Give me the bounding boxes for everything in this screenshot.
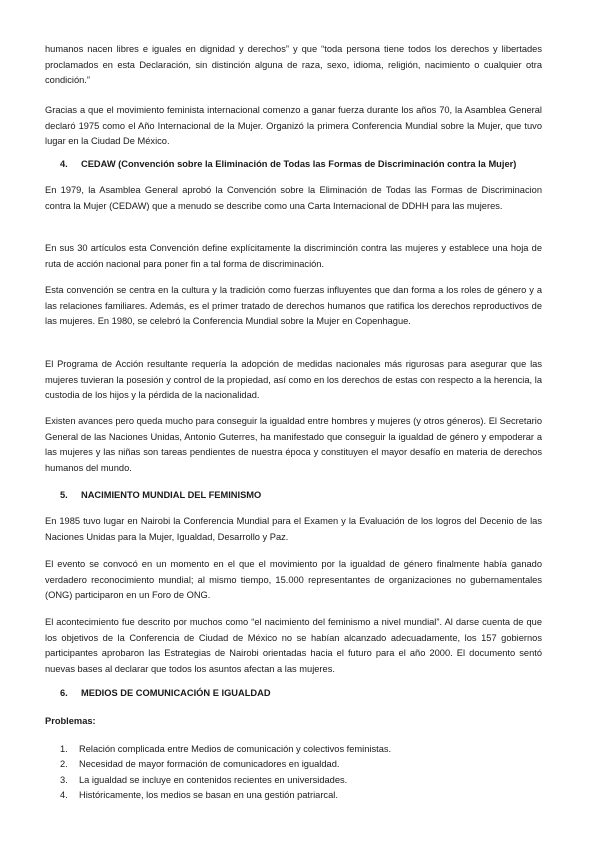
list-item [60, 742, 391, 757]
list-item-text: Relación complicada entre Medios de comunicación y colectivos feministas. [79, 744, 392, 754]
list-item-number: 2. [60, 759, 68, 770]
paragraph-cedaw-articles: En sus 30 artículos esta Convención define explícitamente la discriminción contra las mujeres y establece una hoja de ruta de acción nacional para poner fin a tal forma de discriminación. [45, 243, 542, 269]
list-item-text: Históricamente, los medios se basan en una gestión patriarcal. [79, 790, 338, 801]
paragraph-equality-progress: Existen avances pero queda mucho para conseguir la igualdad entre hombres y mujeres (y otros géneros). El Secretario General de las Naciones Unidas, Antonio Guterres, ha manifestado que conseguir la igualdad de género y empoderar a las mujeres y las niñas son tareas pendientes de nuestra época y constituyen el mayor desafío en materia de derechos humanos del mundo. [45, 416, 542, 473]
section-title: CEDAW (Convención sobre la Eliminación de Todas las Formas de Discriminación contra la Mujer) [81, 159, 517, 169]
section-title: NACIMIENTO MUNDIAL DEL FEMINISMO [81, 490, 262, 500]
paragraph-nairobi-strategies: El acontecimiento fue descrito por muchos como “el nacimiento del feminismo a nivel mundial”. Al darse cuenta de que los objetivos de la Conferencia de Ciudad de México no se habían alcanzado adecuadamente, los 157 gobiernos participantes aprobaron las Estrategias de Nairobi orientadas hacia el futuro para el año 2000. El documento sentó nuevas bases al declarar que todos los asuntos afectan a las mujeres. [45, 617, 542, 674]
section-number: 4. [60, 159, 68, 169]
paragraph-cedaw-1979: En 1979, la Asamblea General aprobó la Convención sobre la Eliminación de Todas las Formas de Discriminacion contra la Mujer (CEDAW) que a menudo se describe como una Carta Internacional de DDHH para las mujeres. [45, 185, 542, 211]
paragraph-event-recognition: El evento se convocó en un momento en el que el movimiento por la igualdad de género finalmente había ganado verdadero reconocimiento mundial; al mismo tiempo, 15.000 representantes de organizaciones no gubernamentales (ONG) participaron en un Foro de ONG. [45, 559, 542, 601]
problems-list [60, 742, 391, 804]
problems-label: Problemas: [45, 716, 96, 726]
list-item-text: La igualdad se incluye en contenidos recientes en universidades. [79, 774, 348, 785]
section-heading-media-equality [60, 686, 271, 700]
list-item-number: 4. [60, 790, 68, 801]
section-number: 5. [60, 490, 68, 500]
list-item [60, 788, 391, 803]
list-item-number: 3. [60, 774, 68, 785]
list-item-text: Necesidad de mayor formación de comunicadores en igualdad. [79, 759, 340, 770]
section-title: MEDIOS DE COMUNICACIÓN E IGUALDAD [81, 688, 271, 698]
paragraph-action-program: El Programa de Acción resultante requería la adopción de medidas nacionales más rigurosas para asegurar que las mujeres tuvieran la posesión y control de la propiedad, así como en los derechos de estas con respecto a la herencia, la custodia de los hijos y la pérdida de la nacionalidad. [45, 359, 542, 401]
section-heading-cedaw [60, 157, 516, 171]
paragraph-cedaw-culture: Esta convención se centra en la cultura y la tradición como fuerzas influyentes que dan forma a los roles de género y a las relaciones familiares. Además, es el primer tratado de derechos humanos que ratifica los derechos reproductivos de las mujeres. En 1980, se celebró la Conferencia Mundial sobre la Mujer en Copenhague. [45, 285, 542, 327]
list-item [60, 773, 391, 788]
section-number: 6. [60, 688, 68, 698]
list-item [60, 757, 391, 772]
section-heading-feminism-birth [60, 488, 261, 502]
paragraph-womens-year-1975: Gracias a que el movimiento feminista internacional comenzo a ganar fuerza durante los años 70, la Asamblea General declaró 1975 como el Año Internacional de la Mujer. Organizó la primera Conferencia Mundial sobre la Mujer, que tuvo lugar en la Ciudad De México. [45, 105, 542, 147]
list-item-number: 1. [60, 744, 68, 754]
paragraph-udhr-quote: humanos nacen libres e iguales en dignidad y derechos” y que “toda persona tiene todos los derechos y libertades proclamados en esta Declaración, sin distinción alguna de raza, sexo, idioma, religión, nacimiento o cualquier otra condición.” [45, 44, 542, 86]
paragraph-nairobi-1985: En 1985 tuvo lugar en Nairobi la Conferencia Mundial para el Examen y la Evaluación de los logros del Decenio de las Naciones Unidas para la Mujer, Igualdad, Desarrollo y Paz. [45, 516, 542, 542]
